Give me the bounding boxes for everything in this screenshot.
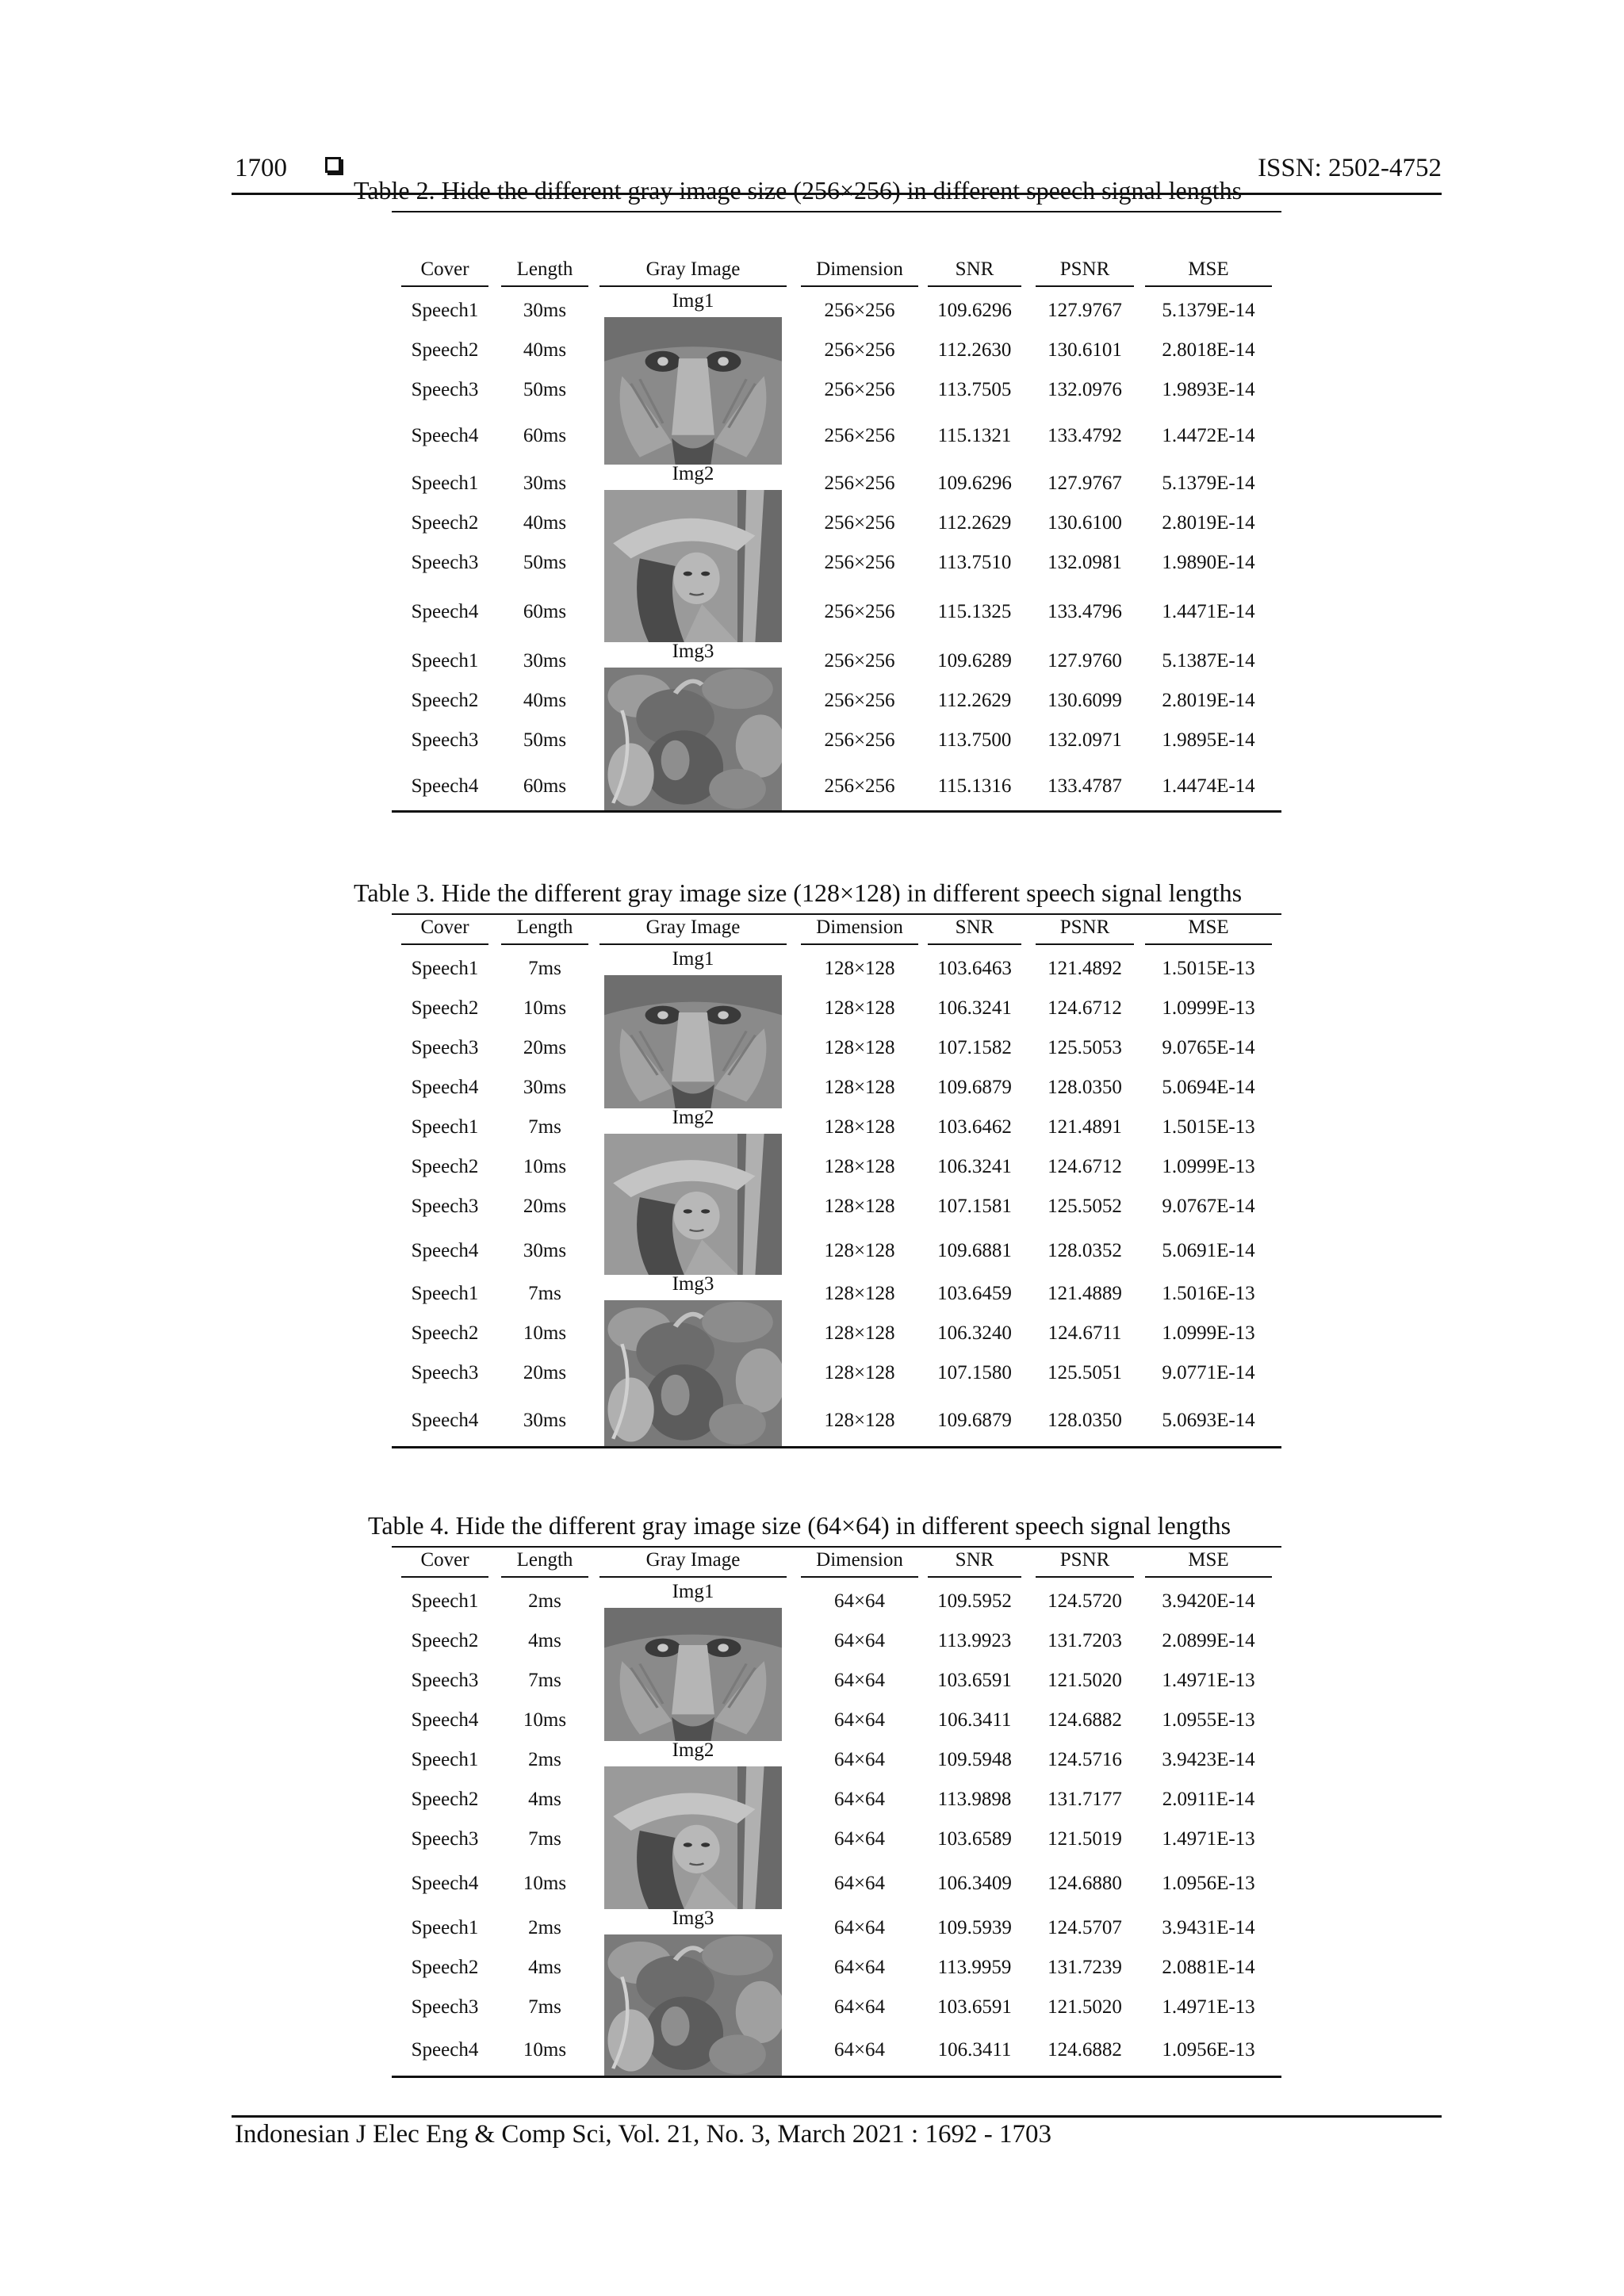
table-cell: 124.5720	[1048, 1590, 1122, 1612]
issn-label: ISSN: 2502-4752	[1258, 154, 1442, 182]
table-cell: 4ms	[528, 1957, 561, 1978]
table-cell: 128×128	[824, 1410, 895, 1431]
footer-rule	[232, 2115, 1442, 2118]
table-cell: 2.8019E-14	[1162, 512, 1255, 534]
table-cell: 133.4792	[1048, 425, 1122, 446]
column-header-rule	[1145, 1576, 1272, 1578]
table-cell: 124.6712	[1048, 1156, 1122, 1177]
table-cell: Speech1	[411, 1917, 479, 1938]
table-caption: Table 2. Hide the different gray image size (256×256) in different speech signal lengths	[354, 176, 1243, 205]
table-cell: 128×128	[824, 1240, 895, 1261]
table-cell: 106.3409	[937, 1873, 1012, 1894]
table-cell: 64×64	[833, 1996, 886, 2018]
column-header-rule	[401, 1576, 488, 1578]
table-cell: Speech3	[411, 379, 479, 400]
table-cell: 1.0999E-13	[1162, 997, 1255, 1019]
table-cell: Speech3	[411, 1196, 479, 1217]
caption-rule	[392, 1546, 1281, 1548]
column-header-rule	[801, 285, 918, 287]
table-cell: 10ms	[523, 1156, 567, 1177]
table-cell: 64×64	[833, 1709, 886, 1731]
table-cell: 115.1321	[937, 425, 1012, 446]
table-cell: 124.6882	[1048, 2039, 1122, 2061]
table-cell: 64×64	[833, 1749, 886, 1770]
table-cell: 2.8018E-14	[1162, 339, 1255, 361]
gray-image-label: Img3	[672, 641, 714, 662]
table-cell: 130.6100	[1048, 512, 1122, 534]
table-cell: Speech1	[411, 1590, 479, 1612]
column-header-rule	[599, 943, 787, 945]
table-cell: 2ms	[528, 1917, 561, 1938]
table-cell: 60ms	[523, 425, 567, 446]
table-cell: 7ms	[528, 1828, 561, 1850]
table-cell: 1.4971E-13	[1162, 1996, 1255, 2018]
table-cell: 2ms	[528, 1749, 561, 1770]
table-cell: 256×256	[824, 729, 895, 751]
caption-rule	[392, 913, 1281, 915]
table-cell: 127.9767	[1048, 300, 1122, 321]
column-header: Length	[516, 1549, 573, 1571]
column-header-rule	[599, 1576, 787, 1578]
table-cell: 1.4474E-14	[1162, 775, 1255, 797]
journal-citation: Indonesian J Elec Eng & Comp Sci, Vol. 21, No. 3, March 2021 : 1692 - 1703	[235, 2120, 1051, 2149]
table-cell: Speech1	[411, 1283, 479, 1304]
table-cell: 4ms	[528, 1789, 561, 1810]
table-cell: 128.0350	[1048, 1410, 1122, 1431]
gray-image-thumbnail	[604, 490, 782, 642]
table-cell: 109.5952	[937, 1590, 1012, 1612]
table-cell: 7ms	[528, 958, 561, 979]
table-cell: 109.6879	[937, 1077, 1012, 1098]
table-cell: 121.5019	[1048, 1828, 1122, 1850]
column-header-rule	[1145, 943, 1272, 945]
table-cell: 1.5016E-13	[1162, 1283, 1255, 1304]
table-cell: Speech3	[411, 1670, 479, 1691]
table-cell: 131.7177	[1048, 1789, 1122, 1810]
table-cell: Speech4	[411, 1410, 479, 1431]
column-header: PSNR	[1059, 916, 1110, 938]
table-cell: 113.9959	[937, 1957, 1012, 1978]
table-cell: 2.8019E-14	[1162, 690, 1255, 711]
column-header-rule	[599, 285, 787, 287]
column-header: PSNR	[1059, 258, 1110, 280]
table-caption: Table 4. Hide the different gray image size (64×64) in different speech signal lengths	[368, 1511, 1231, 1540]
table-cell: 127.9767	[1048, 473, 1122, 494]
table-cell: 132.0976	[1048, 379, 1122, 400]
column-header: Gray Image	[645, 1549, 741, 1571]
column-header-rule	[501, 285, 588, 287]
table-cell: Speech4	[411, 1873, 479, 1894]
table-cell: 113.9923	[937, 1630, 1012, 1651]
gray-image-thumbnail	[604, 1934, 782, 2076]
table-cell: Speech3	[411, 1362, 479, 1383]
table-cell: 50ms	[523, 729, 567, 751]
table-cell: 128×128	[824, 1037, 895, 1058]
table-cell: 132.0981	[1048, 552, 1122, 573]
table-cell: 121.4889	[1048, 1283, 1122, 1304]
table-cell: 256×256	[824, 512, 895, 534]
table-cell: 2.0911E-14	[1162, 1789, 1255, 1810]
table-cell: 109.6881	[937, 1240, 1012, 1261]
table-cell: 1.0955E-13	[1162, 1709, 1255, 1731]
table-cell: 112.2630	[937, 339, 1012, 361]
table-cell: 103.6589	[937, 1828, 1012, 1850]
table-cell: 4ms	[528, 1630, 561, 1651]
column-header: Cover	[420, 258, 469, 280]
table-cell: 1.9890E-14	[1162, 552, 1255, 573]
table-cell: 1.4971E-13	[1162, 1828, 1255, 1850]
table-cell: 103.6591	[937, 1670, 1012, 1691]
table-cell: 7ms	[528, 1670, 561, 1691]
table-cell: 50ms	[523, 552, 567, 573]
table-cell: 30ms	[523, 650, 567, 672]
table-bottom-rule	[392, 1446, 1281, 1448]
table-cell: 113.7510	[937, 552, 1012, 573]
table-cell: 109.6296	[937, 300, 1012, 321]
table-cell: 125.5051	[1048, 1362, 1122, 1383]
column-header: Cover	[420, 1549, 469, 1571]
square-bullet-icon	[325, 157, 341, 173]
table-cell: 2ms	[528, 1590, 561, 1612]
table-cell: 106.3241	[937, 1156, 1012, 1177]
table-cell: 128×128	[824, 1283, 895, 1304]
table-cell: 30ms	[523, 1077, 567, 1098]
gray-image-thumbnail	[604, 668, 782, 810]
table-cell: 256×256	[824, 775, 895, 797]
column-header-rule	[1036, 943, 1134, 945]
table-cell: 256×256	[824, 690, 895, 711]
table-cell: Speech4	[411, 1077, 479, 1098]
table-cell: 2.0881E-14	[1162, 1957, 1255, 1978]
column-header-rule	[401, 943, 488, 945]
table-cell: 5.0694E-14	[1162, 1077, 1255, 1098]
table-cell: 3.9420E-14	[1162, 1590, 1255, 1612]
column-header: MSE	[1188, 1549, 1229, 1571]
table-cell: 9.0771E-14	[1162, 1362, 1255, 1383]
table-cell: 128×128	[824, 997, 895, 1019]
table-cell: 9.0765E-14	[1162, 1037, 1255, 1058]
table-cell: Speech3	[411, 552, 479, 573]
table-cell: 112.2629	[937, 512, 1012, 534]
table-cell: 130.6101	[1048, 339, 1122, 361]
table-cell: 256×256	[824, 300, 895, 321]
column-header: Cover	[420, 916, 469, 938]
table-cell: 256×256	[824, 425, 895, 446]
table-cell: 64×64	[833, 1957, 886, 1978]
gray-image-thumbnail	[604, 1608, 782, 1741]
table-cell: 256×256	[824, 650, 895, 672]
table-cell: 124.6882	[1048, 1709, 1122, 1731]
gray-image-thumbnail	[604, 975, 782, 1108]
table-cell: Speech4	[411, 1709, 479, 1731]
table-cell: 103.6591	[937, 1996, 1012, 2018]
table-cell: 10ms	[523, 997, 567, 1019]
table-cell: 128×128	[824, 1156, 895, 1177]
table-caption: Table 3. Hide the different gray image size (128×128) in different speech signal lengths	[354, 878, 1243, 907]
table-cell: 1.9893E-14	[1162, 379, 1255, 400]
table-cell: 10ms	[523, 1709, 567, 1731]
table-cell: 107.1582	[937, 1037, 1012, 1058]
table-cell: 109.6289	[937, 650, 1012, 672]
table-cell: 130.6099	[1048, 690, 1122, 711]
column-header: Gray Image	[645, 916, 741, 938]
table-cell: 20ms	[523, 1196, 567, 1217]
table-cell: 30ms	[523, 1240, 567, 1261]
table-cell: 106.3411	[937, 1709, 1012, 1731]
table-cell: 113.9898	[937, 1789, 1012, 1810]
column-header-rule	[1036, 285, 1134, 287]
table-cell: 124.6712	[1048, 997, 1122, 1019]
table-cell: 1.4971E-13	[1162, 1670, 1255, 1691]
table-cell: 103.6463	[937, 958, 1012, 979]
table-cell: 103.6459	[937, 1283, 1012, 1304]
table-cell: Speech4	[411, 601, 479, 622]
column-header: Dimension	[816, 258, 903, 280]
table-cell: 64×64	[833, 1828, 886, 1850]
column-header: MSE	[1188, 258, 1229, 280]
table-cell: 1.0956E-13	[1162, 1873, 1255, 1894]
table-cell: 256×256	[824, 601, 895, 622]
table-cell: 125.5053	[1048, 1037, 1122, 1058]
table-cell: Speech3	[411, 1828, 479, 1850]
table-bottom-rule	[392, 810, 1281, 813]
gray-image-label: Img2	[672, 1107, 714, 1128]
table-cell: 1.4471E-14	[1162, 601, 1255, 622]
table-cell: 20ms	[523, 1362, 567, 1383]
column-header: Gray Image	[645, 258, 741, 280]
table-cell: 124.5716	[1048, 1749, 1122, 1770]
page-number: 1700	[235, 154, 287, 182]
table-cell: 64×64	[833, 1917, 886, 1938]
table-cell: 64×64	[833, 2039, 886, 2061]
table-cell: 9.0767E-14	[1162, 1196, 1255, 1217]
table-cell: Speech1	[411, 650, 479, 672]
column-header: MSE	[1188, 916, 1229, 938]
table-cell: 64×64	[833, 1630, 886, 1651]
column-header: SNR	[955, 916, 994, 938]
table-cell: Speech2	[411, 1630, 479, 1651]
table-cell: 112.2629	[937, 690, 1012, 711]
table-cell: 10ms	[523, 1322, 567, 1344]
table-cell: 30ms	[523, 1410, 567, 1431]
table-cell: 109.5948	[937, 1749, 1012, 1770]
table-cell: 3.9431E-14	[1162, 1917, 1255, 1938]
table-cell: 128×128	[824, 1196, 895, 1217]
column-header-rule	[928, 943, 1021, 945]
table-cell: 20ms	[523, 1037, 567, 1058]
table-cell: Speech2	[411, 1156, 479, 1177]
table-cell: 121.5020	[1048, 1670, 1122, 1691]
column-header-rule	[928, 1576, 1021, 1578]
table-cell: 5.1379E-14	[1162, 300, 1255, 321]
table-cell: 107.1580	[937, 1362, 1012, 1383]
table-cell: 60ms	[523, 775, 567, 797]
column-header: Dimension	[816, 916, 903, 938]
column-header-rule	[801, 943, 918, 945]
table-cell: 30ms	[523, 473, 567, 494]
table-cell: Speech2	[411, 690, 479, 711]
table-cell: 64×64	[833, 1670, 886, 1691]
table-cell: 106.3411	[937, 2039, 1012, 2061]
gray-image-thumbnail	[604, 1300, 782, 1446]
table-bottom-rule	[392, 2076, 1281, 2078]
table-cell: 7ms	[528, 1116, 561, 1138]
table-cell: 1.9895E-14	[1162, 729, 1255, 751]
table-cell: 128.0350	[1048, 1077, 1122, 1098]
column-header: PSNR	[1059, 1549, 1110, 1571]
table-cell: Speech1	[411, 473, 479, 494]
gray-image-thumbnail	[604, 1766, 782, 1909]
table-cell: 115.1325	[937, 601, 1012, 622]
table-cell: 256×256	[824, 379, 895, 400]
table-cell: 1.5015E-13	[1162, 1116, 1255, 1138]
table-cell: 64×64	[833, 1789, 886, 1810]
table-cell: 113.7505	[937, 379, 1012, 400]
table-cell: Speech1	[411, 1116, 479, 1138]
gray-image-label: Img1	[672, 948, 714, 970]
table-cell: 5.0693E-14	[1162, 1410, 1255, 1431]
column-header-rule	[928, 285, 1021, 287]
table-cell: 2.0899E-14	[1162, 1630, 1255, 1651]
table-cell: 40ms	[523, 512, 567, 534]
column-header: Length	[516, 258, 573, 280]
table-cell: Speech4	[411, 1240, 479, 1261]
table-cell: 128×128	[824, 1116, 895, 1138]
table-cell: 128.0352	[1048, 1240, 1122, 1261]
table-cell: 1.0999E-13	[1162, 1322, 1255, 1344]
column-header: Dimension	[816, 1549, 903, 1571]
gray-image-label: Img2	[672, 463, 714, 484]
table-cell: Speech1	[411, 958, 479, 979]
table-cell: 256×256	[824, 339, 895, 361]
table-cell: 128×128	[824, 1322, 895, 1344]
column-header-rule	[401, 285, 488, 287]
caption-rule	[392, 211, 1281, 212]
table-cell: 64×64	[833, 1590, 886, 1612]
table-cell: 5.1387E-14	[1162, 650, 1255, 672]
table-cell: Speech2	[411, 1957, 479, 1978]
table-cell: 5.1379E-14	[1162, 473, 1255, 494]
table-cell: 256×256	[824, 473, 895, 494]
table-cell: 124.5707	[1048, 1917, 1122, 1938]
table-cell: Speech4	[411, 2039, 479, 2061]
table-cell: Speech1	[411, 1749, 479, 1770]
table-cell: 131.7203	[1048, 1630, 1122, 1651]
column-header-rule	[501, 1576, 588, 1578]
table-cell: Speech2	[411, 1322, 479, 1344]
column-header: SNR	[955, 1549, 994, 1571]
table-cell: 7ms	[528, 1996, 561, 2018]
table-cell: 40ms	[523, 339, 567, 361]
gray-image-label: Img3	[672, 1273, 714, 1295]
table-cell: 121.5020	[1048, 1996, 1122, 2018]
table-cell: 109.5939	[937, 1917, 1012, 1938]
column-header-rule	[501, 943, 588, 945]
table-cell: Speech2	[411, 512, 479, 534]
column-header: SNR	[955, 258, 994, 280]
table-cell: 124.6880	[1048, 1873, 1122, 1894]
table-cell: Speech1	[411, 300, 479, 321]
table-cell: 109.6879	[937, 1410, 1012, 1431]
table-cell: 106.3240	[937, 1322, 1012, 1344]
table-cell: 40ms	[523, 690, 567, 711]
column-header-rule	[1145, 285, 1272, 287]
table-cell: 131.7239	[1048, 1957, 1122, 1978]
table-cell: 1.0999E-13	[1162, 1156, 1255, 1177]
gray-image-thumbnail	[604, 317, 782, 465]
table-cell: 128×128	[824, 958, 895, 979]
table-cell: 107.1581	[937, 1196, 1012, 1217]
table-cell: 5.0691E-14	[1162, 1240, 1255, 1261]
table-cell: 50ms	[523, 379, 567, 400]
table-cell: 128×128	[824, 1362, 895, 1383]
table-cell: 125.5052	[1048, 1196, 1122, 1217]
gray-image-label: Img1	[672, 290, 714, 312]
column-header-rule	[801, 1576, 918, 1578]
table-cell: 10ms	[523, 1873, 567, 1894]
table-cell: 115.1316	[937, 775, 1012, 797]
table-cell: 113.7500	[937, 729, 1012, 751]
gray-image-label: Img3	[672, 1908, 714, 1929]
table-cell: 60ms	[523, 601, 567, 622]
table-cell: 103.6462	[937, 1116, 1012, 1138]
table-cell: 10ms	[523, 2039, 567, 2061]
table-cell: 132.0971	[1048, 729, 1122, 751]
table-cell: 1.0956E-13	[1162, 2039, 1255, 2061]
table-cell: Speech4	[411, 775, 479, 797]
table-cell: 256×256	[824, 552, 895, 573]
gray-image-label: Img1	[672, 1581, 714, 1602]
table-cell: 1.5015E-13	[1162, 958, 1255, 979]
table-cell: Speech2	[411, 339, 479, 361]
table-cell: 30ms	[523, 300, 567, 321]
column-header: Length	[516, 916, 573, 938]
table-cell: Speech3	[411, 1996, 479, 2018]
table-cell: 124.6711	[1048, 1322, 1122, 1344]
table-cell: 128×128	[824, 1077, 895, 1098]
table-cell: Speech3	[411, 729, 479, 751]
table-cell: 133.4787	[1048, 775, 1122, 797]
table-cell: Speech4	[411, 425, 479, 446]
table-cell: Speech2	[411, 1789, 479, 1810]
table-cell: 121.4892	[1048, 958, 1122, 979]
table-cell: 1.4472E-14	[1162, 425, 1255, 446]
gray-image-thumbnail	[604, 1134, 782, 1275]
table-cell: 64×64	[833, 1873, 886, 1894]
table-cell: 3.9423E-14	[1162, 1749, 1255, 1770]
table-cell: 109.6296	[937, 473, 1012, 494]
column-header-rule	[1036, 1576, 1134, 1578]
table-cell: 106.3241	[937, 997, 1012, 1019]
table-cell: 7ms	[528, 1283, 561, 1304]
table-cell: Speech3	[411, 1037, 479, 1058]
table-cell: 121.4891	[1048, 1116, 1122, 1138]
table-cell: 127.9760	[1048, 650, 1122, 672]
gray-image-label: Img2	[672, 1739, 714, 1761]
table-cell: 133.4796	[1048, 601, 1122, 622]
table-cell: Speech2	[411, 997, 479, 1019]
